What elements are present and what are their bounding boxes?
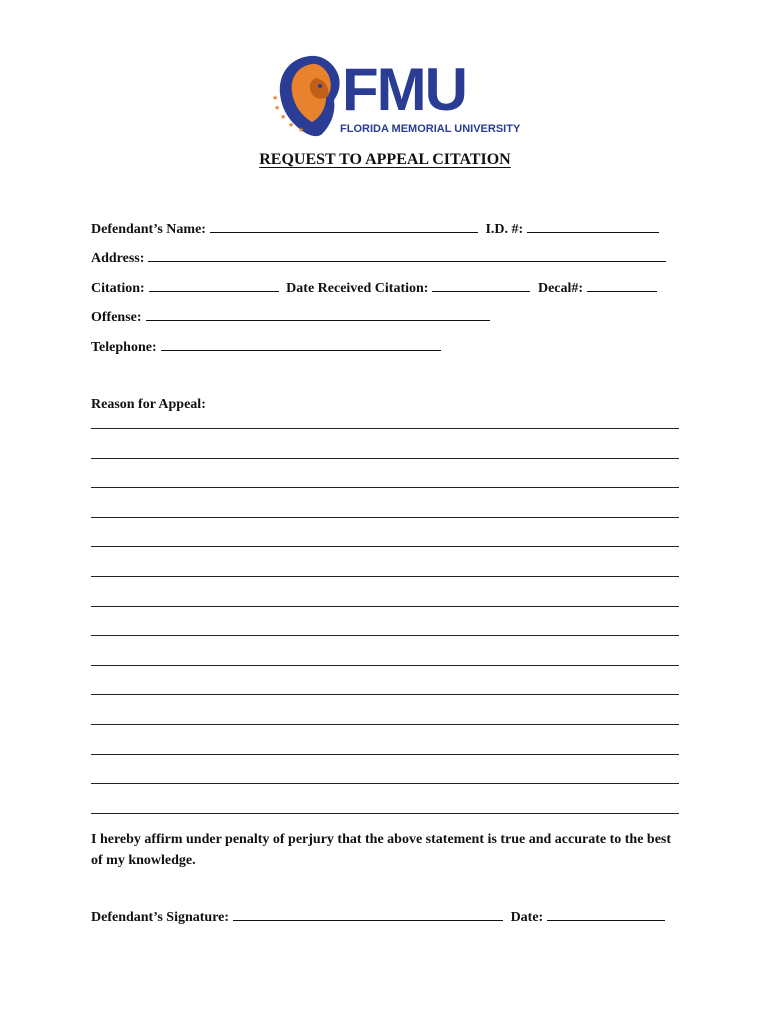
logo-subtitle: FLORIDA MEMORIAL UNIVERSITY bbox=[340, 123, 521, 135]
form-title: REQUEST TO APPEAL CITATION bbox=[259, 151, 511, 168]
date-received-label: Date Received Citation: bbox=[286, 281, 429, 296]
svg-text:★: ★ bbox=[298, 126, 305, 134]
offense-label: Offense: bbox=[91, 310, 142, 325]
address-row bbox=[91, 248, 666, 267]
name-field[interactable] bbox=[210, 219, 478, 233]
logo-wordmark: FMU bbox=[342, 56, 466, 123]
affirmation-statement: I hereby affirm under penalty of perjury that the above statement is true and accurate to the best of my knowledge. bbox=[91, 832, 672, 868]
citation-label: Citation: bbox=[91, 281, 145, 296]
signature-row bbox=[91, 907, 665, 926]
reason-line[interactable] bbox=[91, 606, 679, 607]
signature-field[interactable] bbox=[233, 907, 503, 921]
reason-line[interactable] bbox=[91, 813, 679, 814]
reason-label: Reason for Appeal: bbox=[91, 397, 206, 412]
telephone-label: Telephone: bbox=[91, 340, 157, 355]
reason-line[interactable] bbox=[91, 635, 679, 636]
svg-text:★: ★ bbox=[280, 113, 287, 121]
reason-line[interactable] bbox=[91, 665, 679, 666]
offense-field[interactable] bbox=[146, 307, 490, 321]
reason-line[interactable] bbox=[91, 694, 679, 695]
reason-line[interactable] bbox=[91, 783, 679, 784]
date-received-field[interactable] bbox=[432, 278, 530, 292]
date-label: Date: bbox=[510, 910, 544, 925]
reason-line[interactable] bbox=[91, 724, 679, 725]
id-label: I.D. #: bbox=[485, 222, 524, 237]
svg-text:★: ★ bbox=[272, 94, 279, 102]
citation-row bbox=[91, 278, 657, 297]
signature-label: Defendant’s Signature: bbox=[91, 910, 230, 925]
telephone-field[interactable] bbox=[161, 337, 441, 351]
offense-row bbox=[91, 307, 490, 326]
address-label: Address: bbox=[91, 251, 145, 266]
reason-line[interactable] bbox=[91, 458, 679, 459]
citation-field[interactable] bbox=[149, 278, 279, 292]
reason-line[interactable] bbox=[91, 754, 679, 755]
svg-text:★: ★ bbox=[274, 104, 281, 112]
fmu-logo bbox=[270, 52, 521, 142]
reason-line[interactable] bbox=[91, 576, 679, 577]
telephone-row bbox=[91, 337, 441, 356]
decal-label: Decal#: bbox=[537, 281, 584, 296]
date-field[interactable] bbox=[547, 907, 665, 921]
decal-field[interactable] bbox=[587, 278, 657, 292]
reason-line[interactable] bbox=[91, 517, 679, 518]
reason-line[interactable] bbox=[91, 546, 679, 547]
name-id-row bbox=[91, 219, 659, 238]
svg-text:★: ★ bbox=[288, 121, 295, 129]
id-field[interactable] bbox=[527, 219, 659, 233]
reason-line[interactable] bbox=[91, 428, 679, 429]
name-label: Defendant’s Name: bbox=[91, 222, 206, 237]
reason-line[interactable] bbox=[91, 487, 679, 488]
address-field[interactable] bbox=[148, 248, 666, 262]
